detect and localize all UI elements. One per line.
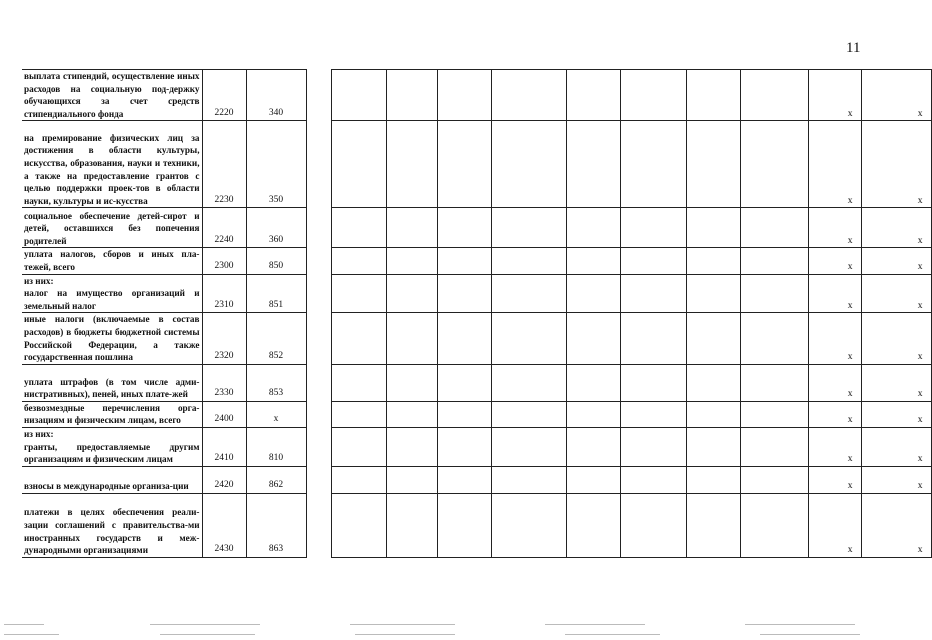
row-code: 2410 [202, 427, 246, 466]
row-description: из них: гранты, предоставляемые другим организациям и физическим лицам [22, 427, 202, 466]
empty-cell [566, 208, 620, 248]
empty-cell [491, 364, 566, 401]
empty-cell [331, 248, 386, 274]
empty-cell [331, 208, 386, 248]
column-gap [306, 274, 331, 313]
empty-cell [386, 401, 437, 427]
empty-cell [686, 208, 740, 248]
not-applicable-mark: x [861, 313, 931, 364]
row-description: уплата штрафов (в том числе адми-нистративных), пеней, иных плате-жей [22, 364, 202, 401]
empty-cell [566, 466, 620, 493]
not-applicable-mark: x [861, 208, 931, 248]
empty-cell [566, 364, 620, 401]
row-code: 2300 [202, 248, 246, 274]
empty-cell [620, 70, 686, 121]
empty-cell [620, 121, 686, 208]
column-gap [306, 364, 331, 401]
empty-cell [566, 70, 620, 121]
column-gap [306, 248, 331, 274]
empty-cell [386, 466, 437, 493]
empty-cell [331, 493, 386, 557]
empty-cell [491, 208, 566, 248]
empty-cell [491, 493, 566, 557]
empty-cell [740, 313, 808, 364]
empty-cell [386, 70, 437, 121]
empty-cell [331, 427, 386, 466]
row-description: на премирование физических лиц за достижения в области культуры, искусства, образования, науки и техники, а также на предоставление грантов с целью поддержки проек-тов в области науки, культуры и ис-кусства [22, 121, 202, 208]
empty-cell [566, 121, 620, 208]
empty-cell [491, 121, 566, 208]
empty-cell [331, 121, 386, 208]
empty-cell [491, 248, 566, 274]
not-applicable-mark: x [808, 208, 861, 248]
row-kosgu-code: 853 [246, 364, 306, 401]
empty-cell [437, 493, 491, 557]
table-row [22, 364, 931, 401]
empty-cell [386, 313, 437, 364]
row-code: 2240 [202, 208, 246, 248]
row-code: 2230 [202, 121, 246, 208]
not-applicable-mark: x [861, 466, 931, 493]
empty-cell [566, 313, 620, 364]
row-code: 2320 [202, 313, 246, 364]
row-description: безвозмездные перечисления орга-низациям и физическим лицам, всего [22, 401, 202, 427]
not-applicable-mark: x [861, 70, 931, 121]
empty-cell [620, 466, 686, 493]
empty-cell [566, 493, 620, 557]
empty-cell [437, 427, 491, 466]
empty-cell [740, 274, 808, 313]
table-row [22, 401, 931, 427]
row-kosgu-code: 850 [246, 248, 306, 274]
empty-cell [620, 248, 686, 274]
empty-cell [331, 466, 386, 493]
empty-cell [740, 248, 808, 274]
not-applicable-mark: x [861, 248, 931, 274]
empty-cell [620, 493, 686, 557]
empty-cell [331, 274, 386, 313]
row-kosgu-code: 810 [246, 427, 306, 466]
column-gap [306, 208, 331, 248]
not-applicable-mark: x [808, 248, 861, 274]
row-code: 2420 [202, 466, 246, 493]
empty-cell [437, 248, 491, 274]
empty-cell [491, 427, 566, 466]
not-applicable-mark: x [861, 121, 931, 208]
empty-cell [686, 466, 740, 493]
row-code: 2310 [202, 274, 246, 313]
empty-cell [740, 427, 808, 466]
empty-cell [386, 248, 437, 274]
not-applicable-mark: x [808, 493, 861, 557]
empty-cell [331, 70, 386, 121]
empty-cell [740, 493, 808, 557]
empty-cell [566, 401, 620, 427]
empty-cell [566, 274, 620, 313]
column-gap [306, 70, 331, 121]
not-applicable-mark: x [861, 364, 931, 401]
empty-cell [491, 466, 566, 493]
empty-cell [386, 121, 437, 208]
column-gap [306, 121, 331, 208]
row-kosgu-code: 862 [246, 466, 306, 493]
empty-cell [686, 274, 740, 313]
empty-cell [620, 274, 686, 313]
row-kosgu-code: 851 [246, 274, 306, 313]
empty-cell [740, 401, 808, 427]
empty-cell [686, 493, 740, 557]
not-applicable-mark: x [808, 401, 861, 427]
table-row [22, 493, 931, 557]
page-number: 11 [846, 40, 861, 56]
empty-cell [686, 248, 740, 274]
row-kosgu-code: 863 [246, 493, 306, 557]
row-kosgu-code: 360 [246, 208, 306, 248]
empty-cell [491, 70, 566, 121]
empty-cell [331, 313, 386, 364]
empty-cell [491, 401, 566, 427]
column-gap [306, 493, 331, 557]
empty-cell [331, 364, 386, 401]
empty-cell [331, 401, 386, 427]
empty-cell [437, 274, 491, 313]
not-applicable-mark: x [808, 466, 861, 493]
not-applicable-mark: x [808, 364, 861, 401]
empty-cell [740, 70, 808, 121]
empty-cell [686, 121, 740, 208]
empty-cell [386, 274, 437, 313]
not-applicable-mark: x [861, 493, 931, 557]
table-row [22, 427, 931, 466]
empty-cell [620, 208, 686, 248]
empty-cell [740, 121, 808, 208]
row-kosgu-code: x [246, 401, 306, 427]
empty-cell [437, 364, 491, 401]
table-body [22, 70, 931, 558]
empty-cell [566, 248, 620, 274]
financial-plan-table [22, 69, 932, 558]
empty-cell [437, 313, 491, 364]
not-applicable-mark: x [861, 401, 931, 427]
row-description: взносы в международные организа-ции [22, 466, 202, 493]
empty-cell [386, 493, 437, 557]
not-applicable-mark: x [861, 274, 931, 313]
table-row [22, 248, 931, 274]
column-gap [306, 466, 331, 493]
empty-cell [620, 401, 686, 427]
empty-cell [686, 427, 740, 466]
table-row [22, 274, 931, 313]
table-row [22, 70, 931, 121]
row-description: социальное обеспечение детей-сирот и детей, оставшихся без попечения родителей [22, 208, 202, 248]
empty-cell [686, 401, 740, 427]
table-row [22, 466, 931, 493]
row-description: уплата налогов, сборов и иных пла-тежей, всего [22, 248, 202, 274]
row-description: платежи в целях обеспечения реали-зации соглашений с правительства-ми иностранных государств и меж-дународными организациями [22, 493, 202, 557]
row-kosgu-code: 350 [246, 121, 306, 208]
not-applicable-mark: x [861, 427, 931, 466]
not-applicable-mark: x [808, 70, 861, 121]
table-row [22, 121, 931, 208]
not-applicable-mark: x [808, 274, 861, 313]
empty-cell [620, 427, 686, 466]
empty-cell [386, 364, 437, 401]
empty-cell [740, 364, 808, 401]
not-applicable-mark: x [808, 313, 861, 364]
empty-cell [437, 466, 491, 493]
empty-cell [686, 313, 740, 364]
empty-cell [491, 274, 566, 313]
row-code: 2400 [202, 401, 246, 427]
row-kosgu-code: 340 [246, 70, 306, 121]
empty-cell [437, 121, 491, 208]
scan-artifacts [0, 610, 902, 640]
empty-cell [740, 466, 808, 493]
row-description: из них: налог на имущество организаций и земельный налог [22, 274, 202, 313]
empty-cell [620, 313, 686, 364]
empty-cell [386, 427, 437, 466]
empty-cell [386, 208, 437, 248]
row-description: выплата стипендий, осуществление иных расходов на социальную под-держку обучающихся за счет средств стипендиального фонда [22, 70, 202, 121]
not-applicable-mark: x [808, 121, 861, 208]
not-applicable-mark: x [808, 427, 861, 466]
empty-cell [566, 427, 620, 466]
row-description: иные налоги (включаемые в состав расходов) в бюджеты бюджетной системы Российской Федерации, а также государственная пошлина [22, 313, 202, 364]
table-row [22, 208, 931, 248]
row-code: 2330 [202, 364, 246, 401]
empty-cell [620, 364, 686, 401]
row-kosgu-code: 852 [246, 313, 306, 364]
column-gap [306, 427, 331, 466]
empty-cell [740, 208, 808, 248]
row-code: 2220 [202, 70, 246, 121]
column-gap [306, 401, 331, 427]
empty-cell [686, 364, 740, 401]
empty-cell [437, 401, 491, 427]
empty-cell [686, 70, 740, 121]
table-row [22, 313, 931, 364]
column-gap [306, 313, 331, 364]
empty-cell [437, 70, 491, 121]
empty-cell [437, 208, 491, 248]
row-code: 2430 [202, 493, 246, 557]
empty-cell [491, 313, 566, 364]
